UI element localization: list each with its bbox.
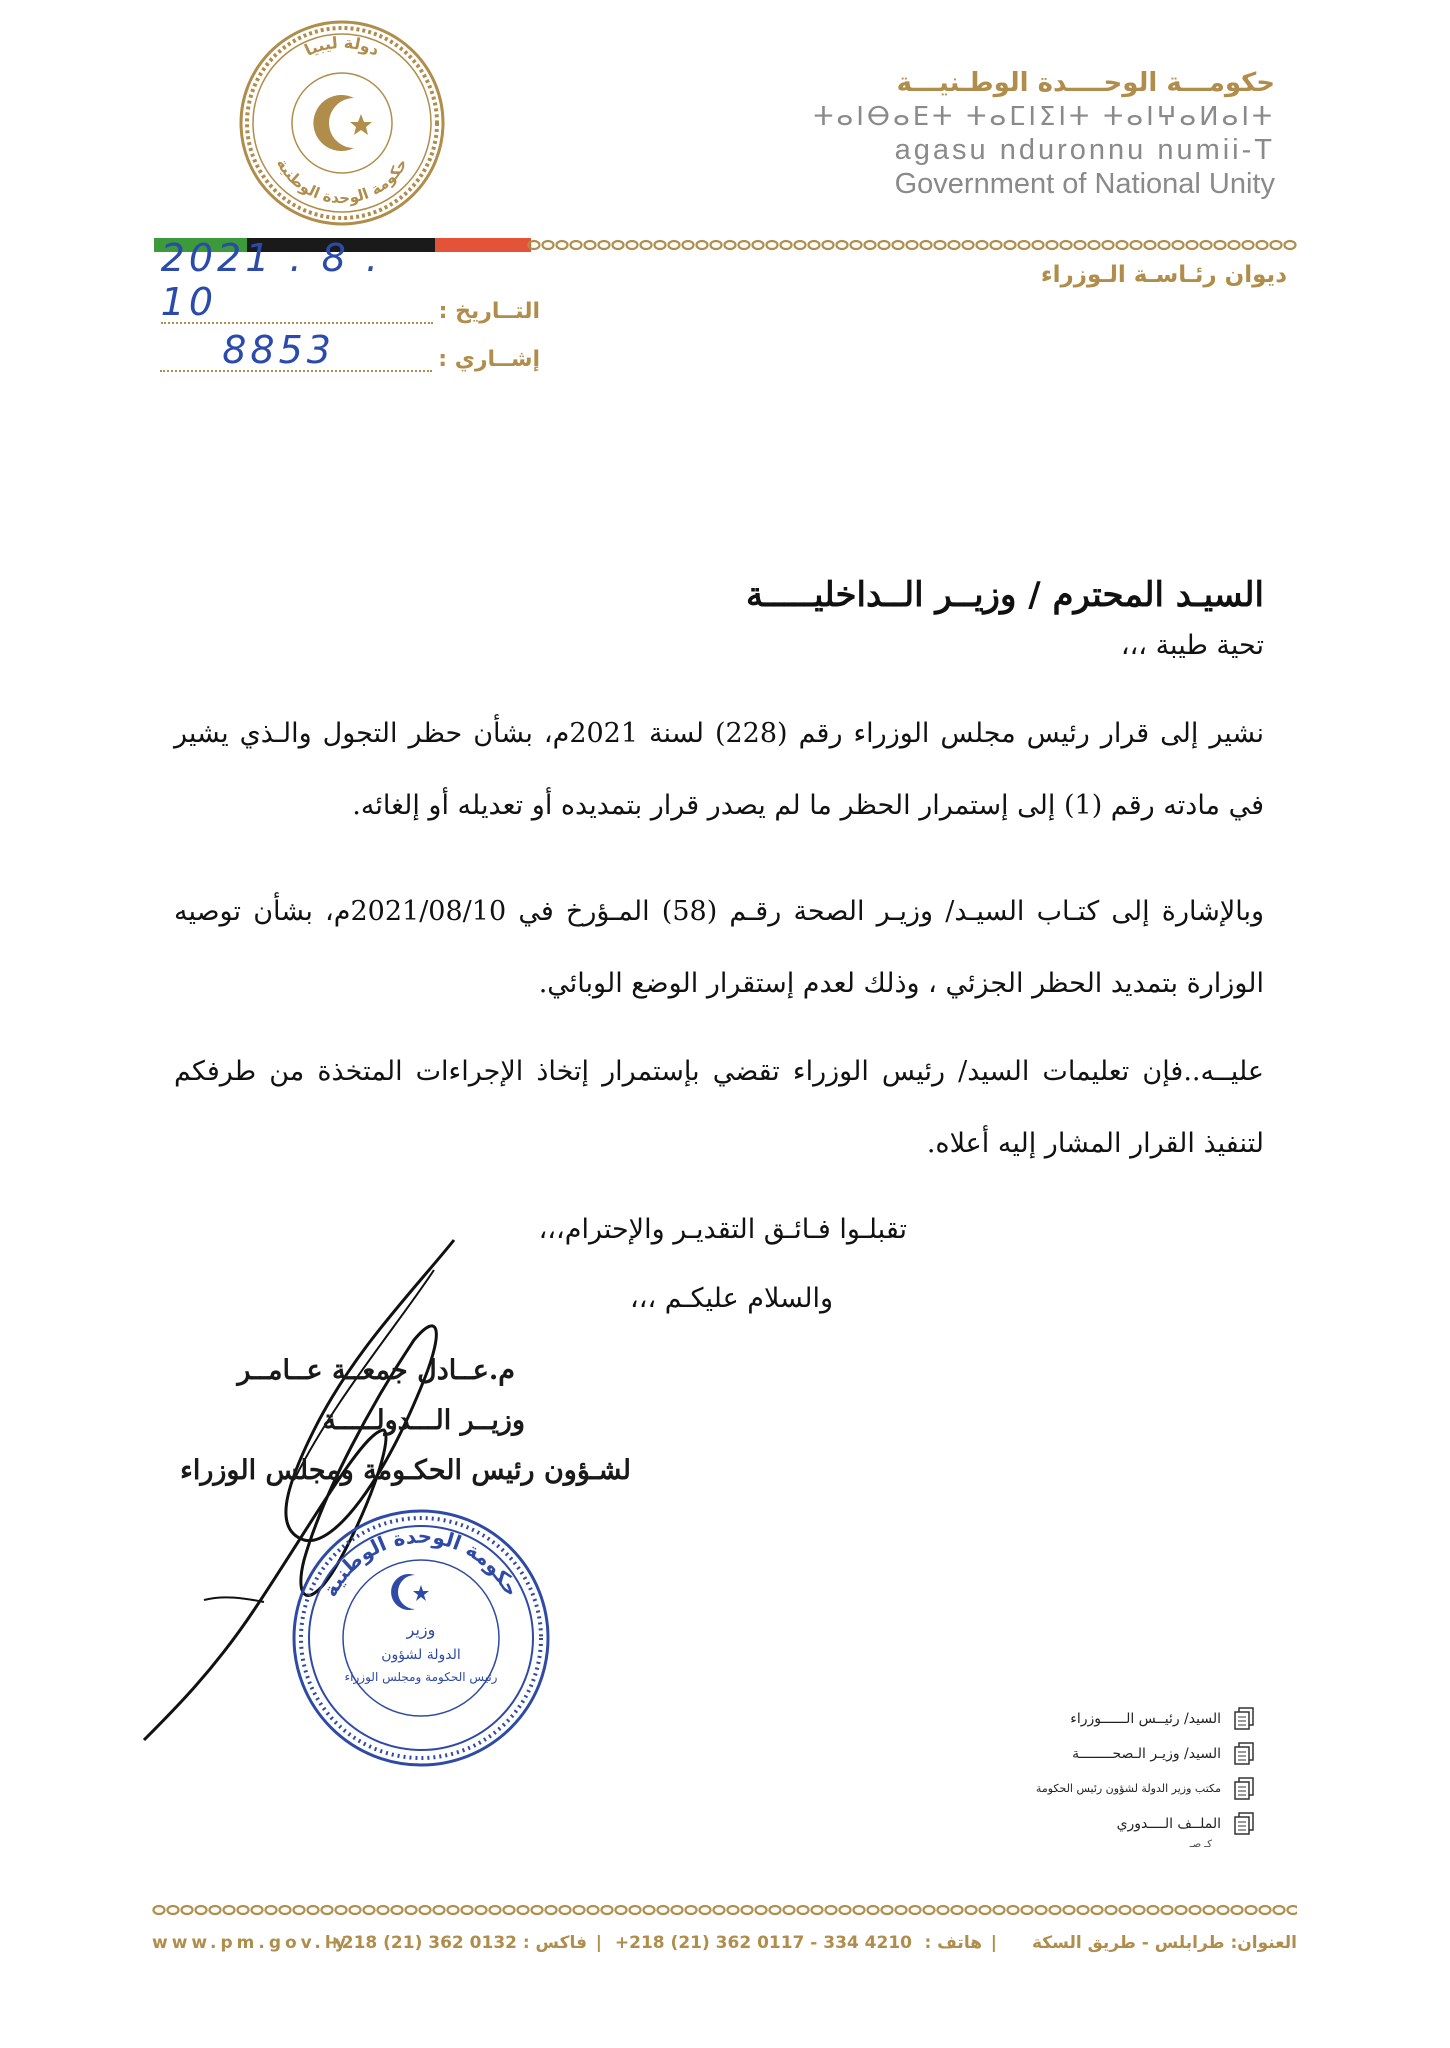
footer-separator: | xyxy=(990,1933,997,1953)
reference-field xyxy=(160,328,432,372)
footer-website-link[interactable]: www.pm.gov.ly xyxy=(152,1933,350,1953)
footer-phone-label: هاتف : xyxy=(924,1933,982,1953)
document-copy-icon xyxy=(1233,1707,1255,1731)
reference-row xyxy=(160,328,540,372)
stamp-inner-line-1: وزير xyxy=(406,1620,436,1639)
government-emblem xyxy=(237,18,447,228)
letter-paragraph-3: عليــه..فإن تعليمات السيد/ رئيس الوزراء تقضي بإستمرار إتخاذ الإجراءات المتخذة من طرفكم لتنفيذ القرار المشار إليه أعلاه. xyxy=(174,1056,1264,1159)
reference-value: 8853 xyxy=(222,328,335,372)
footer-phone: +218 (21) 362 0117 - 334 4210 xyxy=(614,1933,912,1953)
stamp-outer-text: حكومة الوحدة الوطنية xyxy=(317,1523,525,1601)
reference-label: إشــاري : xyxy=(438,347,540,372)
footer-address: العنوان: طرابلس - طريق السكة xyxy=(1031,1933,1297,1953)
svg-text:دولة ليبيا xyxy=(301,33,382,60)
cc-item xyxy=(1036,1806,1255,1841)
footer-chain-border xyxy=(152,1903,1297,1917)
emblem-bottom-text: حكومة الوحدة الوطنية xyxy=(272,155,412,208)
government-name-english: Government of National Unity xyxy=(894,168,1275,200)
document-copy-icon xyxy=(1233,1812,1255,1836)
svg-text:حكومة الوحدة الوطنية xyxy=(273,155,411,207)
government-name-tifinagh: ⵜⴰⵏⴱⴰⴹⵜ ⵜⴰⵎⵏⵉⵏⵜ ⵜⴰⵏⵖⴰⵍⴰⵏⵜ xyxy=(813,102,1275,132)
government-name-berber-latin: agasu nduronnu numii-T xyxy=(894,134,1275,166)
signatory-title: وزيــر الـــدولـــــة xyxy=(322,1405,525,1436)
header-chain-border xyxy=(527,238,1297,252)
signatory-name: م.عــادل جمعــة عــامــر xyxy=(237,1355,515,1386)
letter-greeting: تحية طيبة ،،، xyxy=(1120,630,1264,661)
footer-fax: +218 (21) 362 0132 xyxy=(327,1933,517,1953)
cc-initials: كـ صـ xyxy=(1189,1839,1212,1850)
government-title-block xyxy=(813,68,1275,200)
footer-fax-label: فاكس : xyxy=(522,1933,587,1953)
cc-item xyxy=(1036,1771,1255,1806)
document-copy-icon xyxy=(1233,1777,1255,1801)
carbon-copy-list xyxy=(1036,1701,1255,1841)
flag-red-stripe xyxy=(435,238,531,252)
letter-closing-regards: تقبلـوا فـائـق التقديـر والإحترام،،، xyxy=(538,1214,907,1245)
date-value: 2021 . 8 . 10 xyxy=(160,236,382,324)
letter-paragraph-1: نشير إلى قرار رئيس مجلس الوزراء رقم (228) لسنة 2021م، بشأن حظر التجول والـذي يشير في مادته رقم (1) إلى إستمرار الحظر ما لم يصدر قرار بتمديده أو تعديله أو إلغائه. xyxy=(174,718,1265,821)
letter-closing-salutation: والسلام عليكـم ،،، xyxy=(630,1283,833,1314)
cc-item xyxy=(1036,1701,1255,1736)
letter-addressee: السيـد المحترم / وزيــر الــداخليـــــة xyxy=(745,575,1264,615)
date-field xyxy=(160,236,433,324)
official-stamp xyxy=(288,1505,554,1771)
date-label: التــاريخ : xyxy=(438,299,540,324)
footer-contact xyxy=(152,1933,1297,1963)
cc-item-label: السيد/ رئيــس الــــــوزراء xyxy=(1070,1710,1221,1727)
cc-item-label: مكتب وزير الدولة لشؤون رئيس الحكومة xyxy=(1035,1782,1221,1795)
office-name: ديوان رئـاسـة الـوزراء xyxy=(1040,262,1287,288)
footer-separator: | xyxy=(595,1933,602,1953)
signatory-department: لشـؤون رئيس الحكـومة ومجلس الوزراء xyxy=(180,1455,631,1486)
cc-item-label: السيد/ وزيـر الـصحــــــــة xyxy=(1072,1745,1221,1762)
stamp-inner-line-3: رئيس الحكومة ومجلس الوزراء xyxy=(344,1670,498,1684)
stamp-inner-line-2: الدولة لشؤون xyxy=(381,1647,461,1663)
cc-item xyxy=(1036,1736,1255,1771)
government-name-arabic: حكومـــة الوحــــدة الوطـنيـــة xyxy=(896,68,1275,98)
letter-paragraph-2: وبالإشارة إلى كتـاب السيـد/ وزيـر الصحة رقـم (58) المـؤرخ في 2021/08/10م، بشأن توصيه الوزارة بتمديد الحظر الجزئي ، وذلك لعدم إستقرار الوضع الوبائي. xyxy=(174,896,1265,999)
cc-item-label: الملــف الــــدوري xyxy=(1116,1815,1221,1832)
date-row xyxy=(160,236,540,324)
emblem-top-text: دولة ليبيا xyxy=(301,32,383,60)
document-copy-icon xyxy=(1233,1742,1255,1766)
